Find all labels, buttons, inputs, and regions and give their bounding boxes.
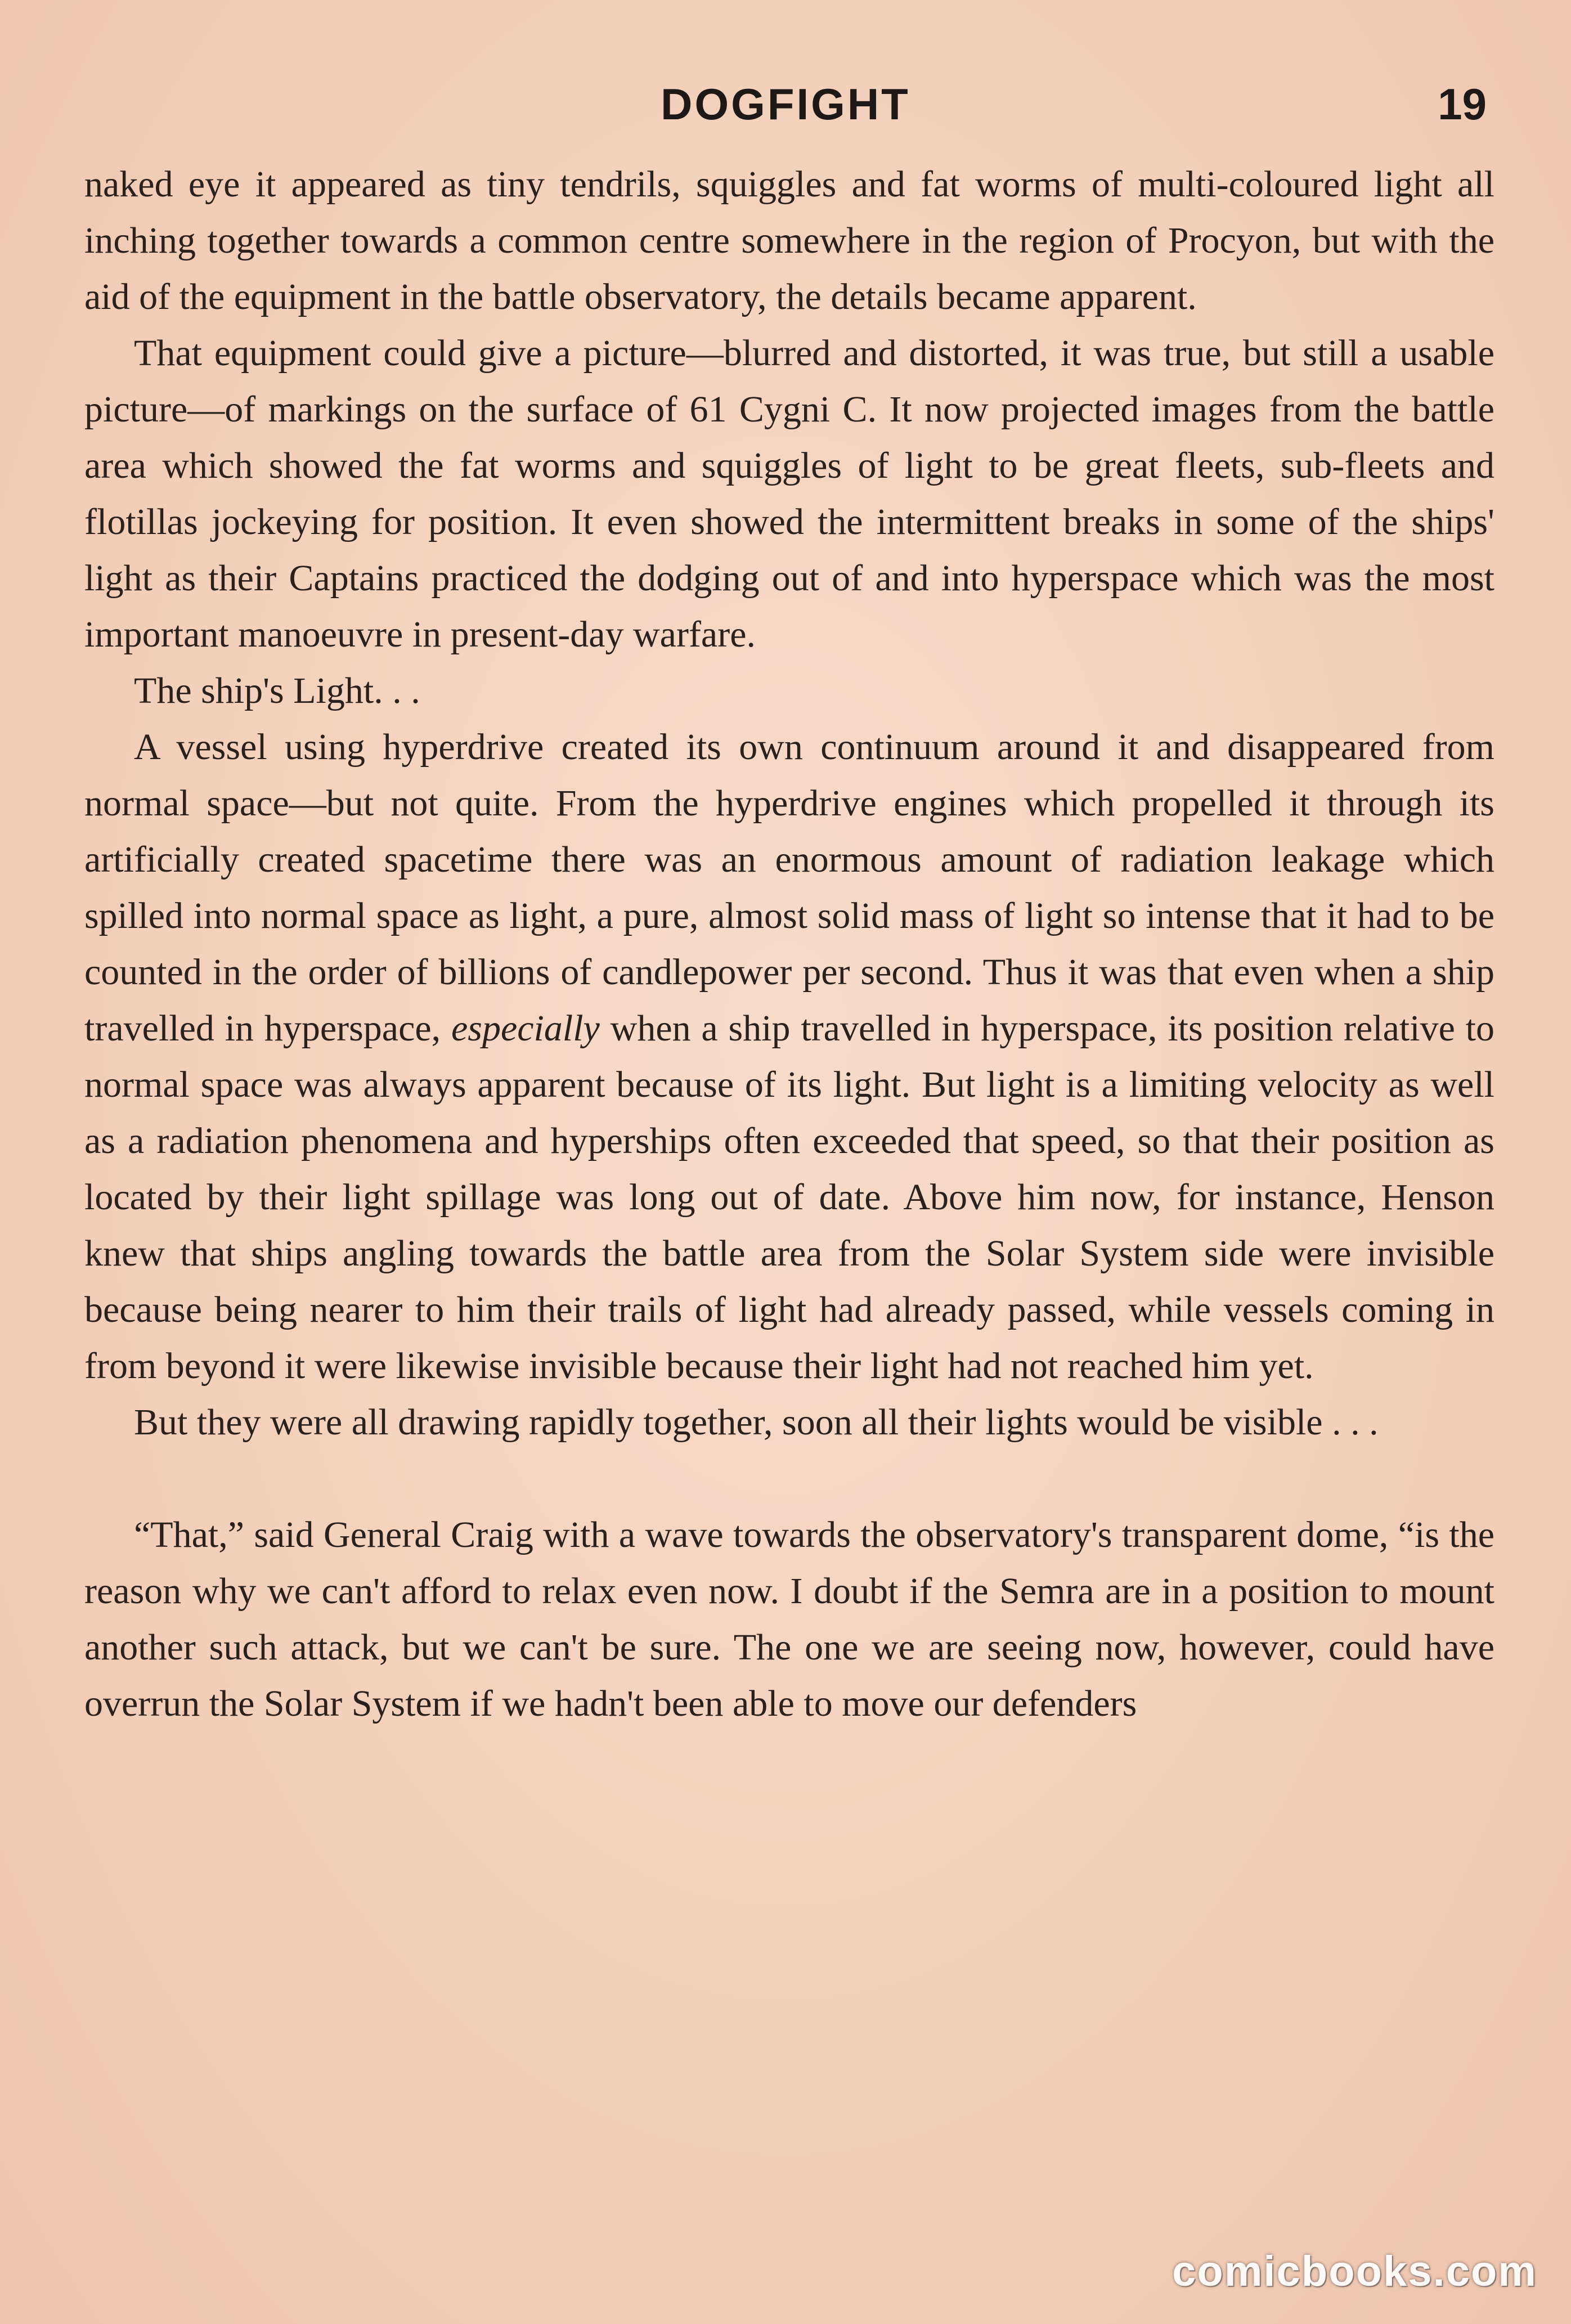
paragraph-3: The ship's Light. . . <box>134 670 420 711</box>
watermark: comicbooks.com <box>1172 2247 1537 2295</box>
paragraph-4 <box>84 719 1494 1394</box>
paragraph-4-end: when a ship travelled in hyperspace, its position relative to normal space was always apparent because of its light. But light is a limiting velocity as well as a radiation phenomena and hyperships often exceeded that speed, so that their position as located by their light spillage was long out of date. Above him now, for instance, Henson knew that ships angling towards the battle area from the Solar System side were invisible because being nearer to him their trails of light had already passed, while vessels coming in from beyond it were likewise invisible because their light had not reached him yet. <box>84 1008 1495 1387</box>
page-number: 19 <box>1438 79 1487 129</box>
paragraph-5: But they were all drawing rapidly together, soon all their lights would be visible . . . <box>134 1402 1379 1443</box>
page-header <box>84 79 1487 141</box>
paragraph-1: naked eye it appeared as tiny tendrils, squiggles and fat worms of multi-coloured light all inching together towards a common centre somewhere in the region of Procyon, but with the aid of the equipment in the battle observatory, the details became apparent. <box>84 164 1494 317</box>
paragraph-6: “That,” said General Craig with a wave towards the observatory's transparent dome, “is the reason why we can't afford to relax even now. I doubt if the Semra are in a position to mount another such attack, but we can't be sure. The one we are seeing now, however, could have overrun the Solar System if we hadn't been able to move our defenders <box>84 1514 1494 1724</box>
body-text <box>84 156 1494 1732</box>
paragraph-4-start: A vessel using hyperdrive created its own continuum around it and disappeared from normal space—but not quite. From the hyperdrive engines which propelled it through its artificially created spacetime there was an enormous amount of radiation leakage which spilled into normal space as light, a pure, almost solid mass of light so intense that it had to be counted in the order of billions of candlepower per second. Thus it was that even when a ship travelled in hyperspace, <box>84 726 1494 1049</box>
running-title: DOGFIGHT <box>661 79 910 129</box>
paragraph-2: That equipment could give a picture—blurred and distorted, it was true, but still a usable picture—of markings on the surface of 61 Cygni C. It now projected images from the battle area which showed the fat worms and squiggles of light to be great fleets, sub-fleets and flotillas jockeying for position. It even showed the intermittent breaks in some of the ships' light as their Captains practiced the dodging out of and into hyperspace which was the most important manoeuvre in present-day warfare. <box>84 333 1494 655</box>
emphasis-especially: especially <box>451 1008 600 1049</box>
